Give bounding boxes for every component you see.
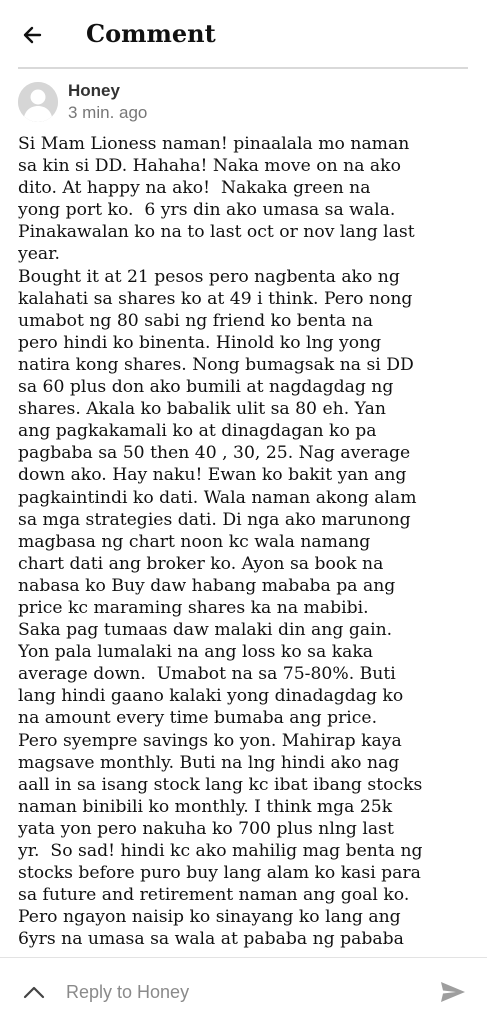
comment-line: Pero ngayon naisip ko sinayang ko lang ang [18,907,401,928]
comment-line: ang pagkakamali ko at dinagdagan ko pa [18,421,377,442]
comment-line: 6yrs na umasa sa wala at pababa ng pababa [18,929,404,950]
app-header [0,0,487,68]
comment-line: Bought it at 21 pesos pero nagbenta ako ng [18,266,400,287]
comment-line: yata yon pero nakuha ko 700 plus nlng last [18,818,394,839]
comment-line: pagkaintindi ko dati. Wala naman akong alam [18,487,417,508]
reply-input[interactable] [66,979,416,1005]
comment-line: Pinakawalan ko na to last oct or nov lang last [18,222,415,243]
send-icon [439,980,467,1004]
comment-line: sa future and retirement naman ang goal ko. [18,885,410,906]
arrow-left-icon [20,23,44,47]
comment-body [18,133,480,1017]
comment-author[interactable]: Honey [68,81,120,100]
comment-line: lang hindi gaano kalaki yong dinadagdag ko [18,686,404,707]
default-avatar-icon[interactable] [18,82,58,122]
comment-line: natira kong shares. Nong bumagsak na si DD [18,354,414,375]
comment-line: magsave monthly. Buti na lng hindi ako nag [18,752,400,773]
comment-line: na amount every time bumaba ang price. [18,708,378,729]
comment-timestamp: 3 min. ago [68,103,148,122]
comment-line: pero hindi ko binenta. Hinold ko lng yong [18,332,382,353]
page-title: Comment [86,19,216,48]
comment-line: yr. So sad! hindi kc ako mahilig mag benta ng [18,841,423,861]
comment-line: dito. At happy na ako! Nakaka green na [18,178,371,199]
comment-line: kalahati sa shares ko at 49 i think. Pero nong [18,288,413,309]
comment-line: Yon pala lumalaki na ang loss ko sa kaka [18,642,374,663]
comment-line: naman binibili ko monthly. I think mga 25k [18,796,393,817]
comment-line: average down. Umabot na sa 75-80%. Buti [18,664,396,685]
reply-bar [0,957,487,1025]
comment-line: yong port ko. 6 yrs din ako umasa sa wala. [18,200,396,221]
comment-line: Pero syempre savings ko yon. Mahirap kaya [18,730,402,751]
chevron-up-icon [23,985,45,999]
comment-line: Si Mam Lioness naman! pinaalala mo naman [18,134,410,154]
comment-line: stocks before puro buy lang alam ko kasi para [18,863,421,884]
comment-line: nabasa ko Buy daw habang mababa pa ang [18,575,396,596]
comment-line: chart dati ang broker ko. Ayon sa book na [18,553,384,574]
send-button[interactable] [438,978,468,1006]
comment-line: sa 60 plus don ako bumili at nagdagdag ng [18,377,394,398]
comment-line: shares. Akala ko babalik ulit sa 80 eh. Yan [18,399,386,420]
comment-line: sa kin si DD. Hahaha! Naka move on na ako [18,156,401,177]
comment-line: down ako. Hay naku! Ewan ko bakit yan ang [18,465,407,486]
comment-line: aall in sa isang stock lang kc ibat ibang stocks [18,774,423,795]
comment-line: year. [18,244,60,265]
comment-line: Saka pag tumaas daw malaki din ang gain. [18,620,393,641]
back-button[interactable] [14,18,50,52]
collapse-button[interactable] [20,982,48,1002]
comment-line: pagbaba sa 50 then 40 , 30, 25. Nag average [18,443,411,464]
header-divider [18,67,468,69]
comment-line: umabot ng 80 sabi ng friend ko benta na [18,310,373,331]
comment-line: sa mga strategies dati. Di nga ako marunong [18,509,411,530]
comment-line: price kc maraming shares ka na mabibi. [18,597,369,618]
comment-line: magbasa ng chart noon kc wala namang [18,531,371,552]
